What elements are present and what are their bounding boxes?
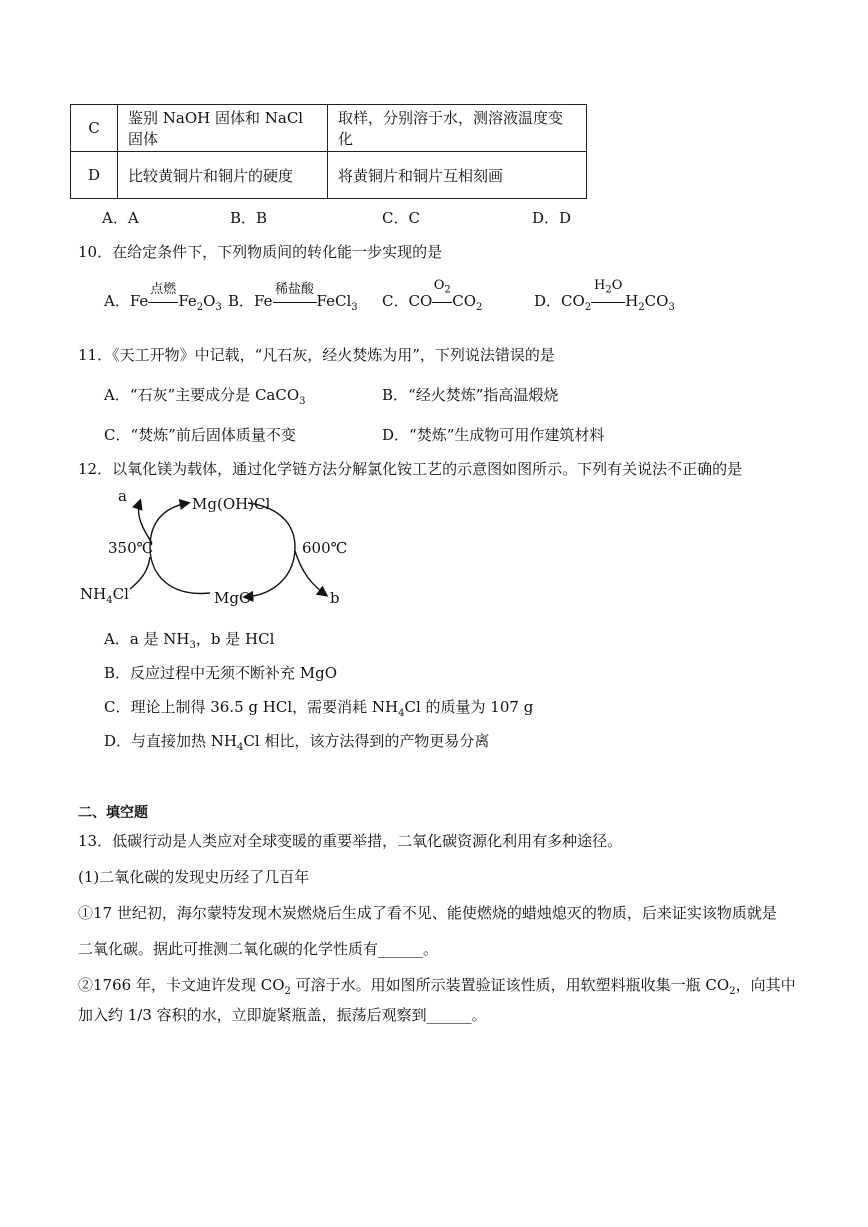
- table-row: [71, 152, 587, 199]
- label-600c: 600℃: [302, 539, 348, 557]
- condition: 稀盐酸: [274, 282, 314, 297]
- q12-stem: 12．以氧化镁为载体，通过化学链方法分解氯化铵工艺的示意图如图所示。下列有关说法不正确的是: [78, 460, 743, 478]
- label-b: b: [330, 589, 340, 607]
- condition: $H_2O$: [593, 278, 623, 296]
- q9-option-c: C．C: [382, 209, 420, 227]
- product: Fe: [178, 292, 197, 310]
- q11-stem: 11．《天工开物》中记载，“凡石灰，经火焚炼为用”，下列说法错误的是: [78, 346, 555, 364]
- q13-para2-line1: ②1766 年，卡文迪许发现 $CO_2$ 可溶于水。用如图所示装置验证该性质，用软塑料瓶收集一瓶 $CO_2$，向其中: [78, 976, 796, 997]
- q11-option-a: A．“石灰”主要成分是 CaCO$_3$: [104, 386, 306, 407]
- q11-option-d: D．“焚炼”生成物可用作建筑材料: [382, 426, 605, 444]
- label-350c: 350℃: [108, 539, 154, 557]
- product: FeCl: [316, 292, 352, 310]
- q13-part1: (1)二氧化碳的发现史历经了几百年: [78, 868, 310, 886]
- table-cell: 比较黄铜片和铜片的硬度: [118, 152, 328, 199]
- right-arc-arrow: [245, 503, 295, 597]
- q11-option-b: B．“经火焚炼”指高温煅烧: [382, 386, 559, 404]
- table-cell: 取样，分别溶于水，测溶液温度变化: [328, 105, 587, 152]
- reactant: Fe: [129, 292, 149, 310]
- label-mgo: MgO: [214, 589, 252, 607]
- reaction-arrow: [273, 282, 317, 310]
- reactant: Fe: [254, 292, 273, 310]
- q11-option-c: C．“焚炼”前后固体质量不变: [104, 426, 296, 444]
- nh4cl-in-line: [130, 557, 150, 589]
- label-nh4cl: $NH_4Cl$: [80, 585, 129, 606]
- q13-stem: 13．低碳行动是人类应对全球变暖的重要举措，二氧化碳资源化利用有多种途径。: [78, 832, 623, 850]
- q10-option-c: C．CO $O_2$ $CO_2$: [382, 278, 483, 313]
- q9-option-a: A．A: [102, 209, 139, 227]
- q12-option-c: C．理论上制得 36.5 g HCl，需要消耗 $NH_4Cl$ 的质量为 107 g: [104, 698, 534, 719]
- product: CO: [452, 292, 477, 310]
- condition: 点燃: [150, 282, 177, 297]
- q10-option-b: B．Fe 稀盐酸 FeCl$_3$: [228, 290, 358, 313]
- a-out-arrow: [139, 501, 153, 543]
- option-label: B．: [228, 292, 255, 310]
- q10-option-a: A．Fe 点燃 $Fe_2O_3$: [104, 290, 222, 313]
- q13-para1-line2: 二氧化碳。据此可推测二氧化碳的化学性质有______。: [78, 940, 439, 958]
- q9-option-b: B．B: [230, 209, 268, 227]
- table-cell: C: [71, 105, 118, 152]
- reactant: CO: [561, 292, 585, 310]
- options-table: [70, 104, 587, 199]
- q10-stem: 10．在给定条件下，下列物质间的转化能一步实现的是: [78, 243, 443, 261]
- b-out-arrow: [295, 551, 326, 595]
- left-arc-arrow: [150, 503, 210, 593]
- q12-option-d: D．与直接加热 $NH_4Cl$ 相比，该方法得到的产物更易分离: [104, 732, 490, 753]
- q10-option-d: D．$CO_2$ $H_2O$ $H_2CO_3$: [534, 278, 675, 313]
- table-cell: 鉴别 NaOH 固体和 NaCl 固体: [118, 105, 328, 152]
- chemical-loop-diagram: [70, 485, 370, 615]
- option-label: A．: [104, 292, 130, 310]
- reaction-arrow: [148, 282, 178, 310]
- table-row: [71, 105, 587, 152]
- option-label: C．: [382, 292, 409, 310]
- section-heading: 二、填空题: [78, 805, 148, 821]
- reaction-arrow: [432, 278, 452, 310]
- label-a: a: [118, 487, 127, 505]
- q12-option-b: B．反应过程中无须不断补充 MgO: [104, 664, 338, 682]
- condition: $O_2$: [433, 278, 451, 296]
- q13-para2-line2: 加入约 1/3 容积的水，立即旋紧瓶盖，振荡后观察到______。: [78, 1006, 487, 1024]
- product: H: [625, 292, 639, 310]
- option-label: D．: [534, 292, 562, 310]
- q9-option-d: D．D: [532, 209, 572, 227]
- label-mgohcl: Mg(OH)Cl: [192, 495, 271, 513]
- q13-para1-line1: ①17 世纪初，海尔蒙特发现木炭燃烧后生成了看不见、能使燃烧的蜡烛熄灭的物质，后来证实该物质就是: [78, 904, 777, 922]
- reaction-arrow: [591, 278, 625, 310]
- reactant: CO: [408, 292, 433, 310]
- table-cell: D: [71, 152, 118, 199]
- q12-option-a: A．a 是 $NH_3$，b 是 HCl: [104, 630, 275, 651]
- table-cell: 将黄铜片和铜片互相刻画: [328, 152, 587, 199]
